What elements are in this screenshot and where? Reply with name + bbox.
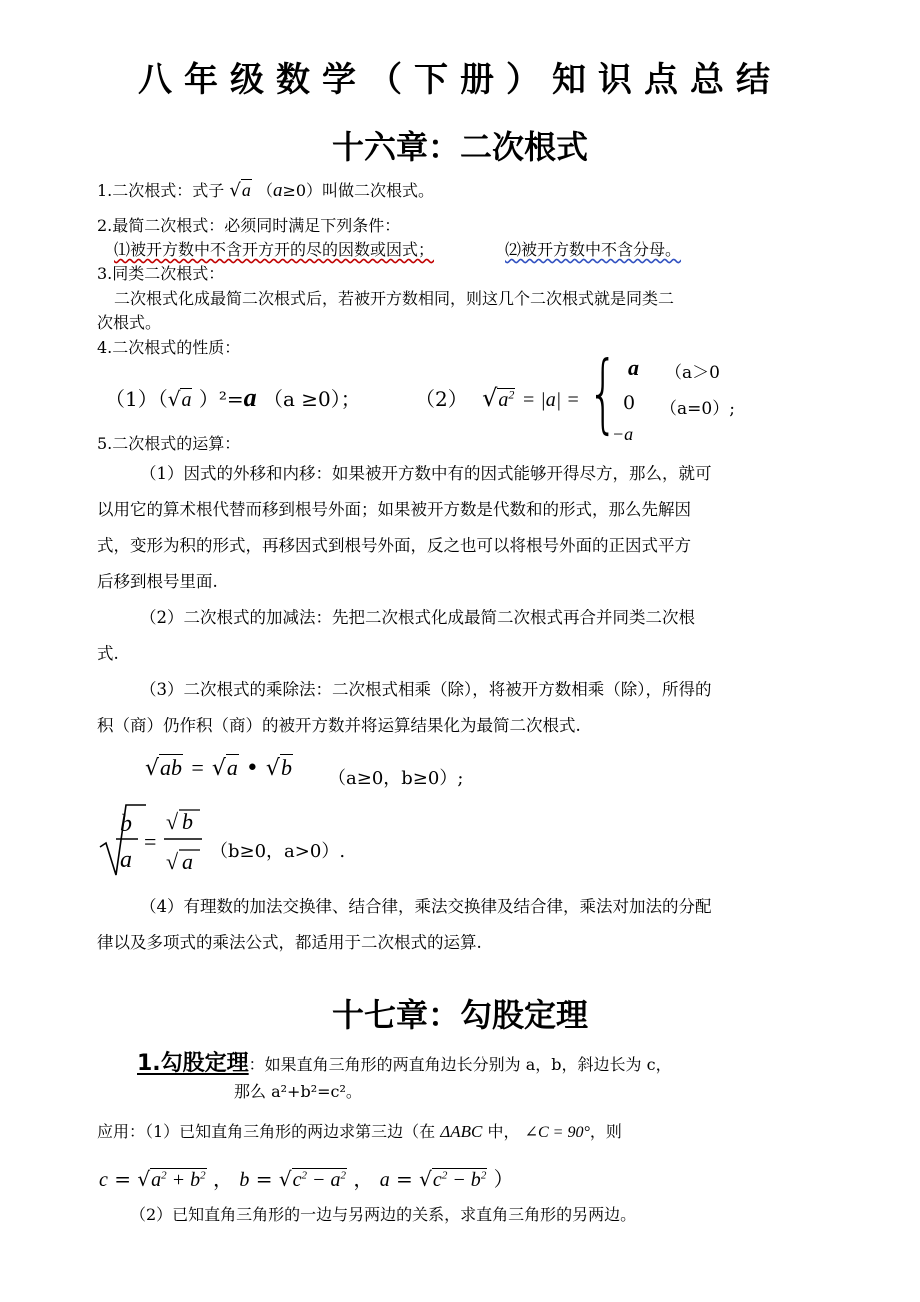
item-3-line-2: 次根式。 [97,313,162,332]
app-1-text: 应用：（1）已知直角三角形的两边求第三边（在 [97,1122,436,1141]
chapter-17-title: 十七章：勾股定理 [331,996,588,1034]
case-a: a [628,355,639,380]
svg-text:√: √ [166,809,179,834]
op-4-line-1: （4）有理数的加法交换律、结合律，乘法交换律及结合律，乘法对加法的分配 [140,897,712,916]
brace-symbol: { [588,343,619,443]
pythagorean-heading [137,1046,672,1077]
case-2-cond: （a=0）; [660,399,735,419]
formula-quotient-cond: （b≥0，a>0）. [210,841,346,862]
property-2: （2） $√a^2 = |a|$ = [415,384,580,412]
sqrt-a-symbol: √a [211,755,238,781]
svg-text:=: = [144,829,157,854]
var-a: a [272,180,283,201]
case-zero: 0 [623,392,636,414]
pythagorean-text: ：如果直角三角形的两直角边长分别为 a，b，斜边长为 c， [248,1055,672,1074]
app-1-mid: 中， [487,1122,520,1141]
item-3-line-1: 二次根式化成最简二次根式后，若被开方数相同，则这几个二次根式就是同类二 [114,289,675,308]
pythagorean-formulas: $c = √a^2 + b^2$ ， $b = √c^2 - a^2$ ， $a = √c^2 - b^2$ ） [99,1167,514,1191]
op-2-line-2: 式. [97,644,119,663]
formula-product-cond: （a≥0，b≥0）; [328,768,464,789]
sqrt-a2-plus-b2: $√a^2 + b^2$ [137,1167,206,1191]
op-1-line-1: （1）因式的外移和内移：如果被开方数中有的因式能够开得尽方，那么，就可 [140,464,712,483]
pythagorean-formula: 那么 a²+b²=c²。 [234,1082,362,1101]
sqrt-a-symbol: √a [229,180,251,201]
item-1-label: 1.二次根式：式子 [97,181,225,200]
item-2-cond-2 [505,240,681,260]
item-3: 3.同类二次根式： [97,264,225,283]
p1-squared: ）²= [198,387,244,411]
case-neg-a: −a [612,424,634,444]
p1-cond: （a ≥0）； [262,387,361,411]
item-4: 4.二次根式的性质： [97,338,241,357]
item-2: 2.最简二次根式：必须同时满足下列条件： [97,216,401,235]
sqrt-a2-symbol: $√a^2$ [482,384,515,412]
pythagorean-heading-label: 1.勾股定理 [137,1051,249,1076]
cond-1-text: ⑴被开方数中不含开方开的尽的因数或因式； [114,240,435,259]
triangle-abc: ΔABC [440,1122,483,1141]
sqrt-c2-minus-a2: $√c^2 - a^2$ [278,1167,346,1191]
application-2: （2）已知直角三角形的一边与另两边的关系，求直角三角形的另两边。 [130,1205,637,1224]
chapter-16-title: 十六章：二次根式 [331,128,588,166]
sqrt-ab-symbol: √ab [145,755,183,781]
item-1-tail: ≥0）叫做二次根式。 [282,181,435,200]
formula-product: √ab = √a • √b [145,755,292,781]
p2-label: （2） [415,387,468,411]
item-5: 5.二次根式的运算： [97,434,241,453]
op-3-line-1: （3）二次根式的乘除法：二次根式相乘（除），将被开方数相乘（除），所得的 [140,680,712,699]
p1-open: （1）（ [105,387,168,411]
sqrt-a-symbol: √a [167,387,192,411]
document-title: 八年级数学（下册）知识点总结 [138,60,782,100]
op-4-line-2: 律以及多项式的乘法公式，都适用于二次根式的运算. [97,933,482,952]
angle-c-90: ∠C = 90° [524,1124,590,1141]
op-3-line-2: 积（商）仍作积（商）的被开方数并将运算结果化为最简二次根式. [97,716,581,735]
application-1 [97,1122,622,1143]
svg-text:a: a [120,847,132,873]
sqrt-c2-minus-b2: $√c^2 - b^2$ [419,1167,487,1191]
svg-text:√: √ [166,849,179,874]
sqrt-b-over-a-symbol [98,803,218,879]
item-1 [97,180,434,201]
cond-2-text: ⑵被开方数中不含分母。 [505,240,682,259]
property-1: （1）（√a ）²=a （a ≥0）； [105,383,361,412]
svg-text:b: b [182,809,193,834]
op-1-line-2: 以用它的算术根代替而移到根号外面；如果被开方数是代数和的形式，那么先解因 [97,500,691,519]
svg-text:a: a [182,849,193,874]
op-1-line-3: 式，变形为积的形式，再移因式到根号外面，反之也可以将根号外面的正因式平方 [97,536,691,555]
paren-open: （ [256,181,273,200]
app-1-then: ，则 [589,1122,622,1141]
op-1-line-4: 后移到根号里面. [97,572,218,591]
item-2-cond-1 [114,240,434,260]
svg-text:b: b [120,811,132,837]
op-2-line-1: （2）二次根式的加减法：先把二次根式化成最简二次根式再合并同类二次根 [140,608,695,627]
case-1-cond: （a＞0 [665,363,720,383]
sqrt-b-symbol: √b [265,755,292,781]
